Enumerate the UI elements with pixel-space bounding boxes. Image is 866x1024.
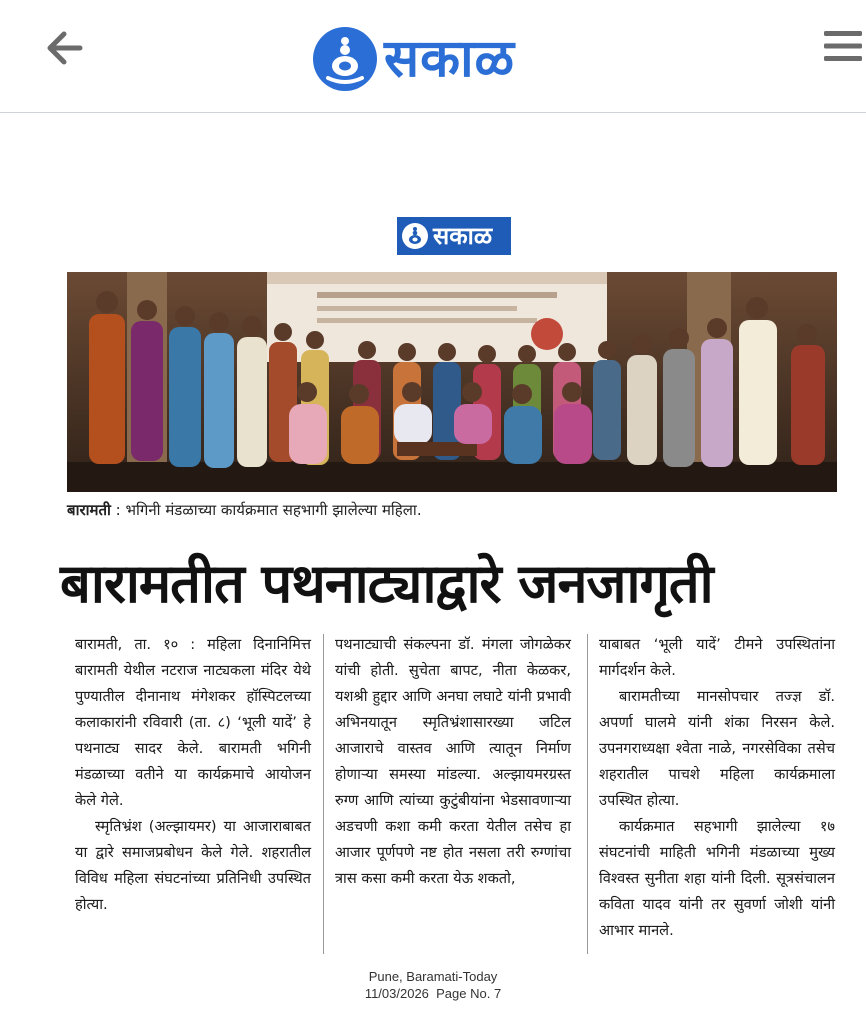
- brand-name: सकाळ: [384, 29, 516, 89]
- edition-name: Pune, Baramati-Today: [368, 969, 498, 984]
- article-headline: बारामतीत पथनाट्याद्वारे जनजागृती: [60, 551, 713, 615]
- article-column-2: [335, 632, 571, 892]
- back-button[interactable]: [44, 28, 84, 68]
- clipping-masthead: [397, 217, 511, 255]
- photo-caption: [67, 500, 837, 520]
- caption-text: : भगिनी मंडळाच्या कार्यक्रमात सहभागी झालेल्या महिला.: [110, 501, 422, 519]
- article-column-1: [75, 632, 311, 918]
- article-paragraph: बारामती, ता. १० : महिला दिनानिमित्त बारामती येथील नटराज नाट्यकला मंदिर येथे पुण्यातील दीनानाथ मंगेशकर हॉस्पिटलच्या कलाकारांनी रविवारी (ता. ८) ‘भूली यादें’ हे पथनाट्य सादर केले. बारामती भगिनी मंडळाच्या वतीने या कार्यक्रमाचे आयोजन केले गेले.: [75, 636, 311, 809]
- edition-date-page: 11/03/2026 Page No. 7: [364, 986, 502, 1001]
- article-paragraph: पथनाट्याची संकल्पना डॉ. मंगला जोगळेकर यांची होती. सुचेता बापट, नीता केळकर, यशश्री हुद्दार आणि अनघा लघाटे यांनी प्रभावी अभिनयातून स्मृतिभ्रंशासारख्या जटिल आजाराचे वास्तव आणि त्यातून निर्माण होणाऱ्या समस्या मांडल्या. अल्झायमरग्रस्त रुग्ण आणि त्यांच्या कुटुंबीयांना भेडसावणाऱ्या अडचणी कशा कमी करता येतील तसेच हा आजार पूर्णपणे नष्ट होत नसला तरी रुग्णांचा त्रास कसा कमी करता येऊ शकतो,: [335, 636, 571, 887]
- back-arrow-icon: [44, 28, 84, 68]
- article-body: [75, 632, 835, 962]
- hamburger-menu-icon: [822, 28, 864, 64]
- event-photo[interactable]: [67, 272, 837, 492]
- article-paragraph: स्मृतिभ्रंश (अल्झायमर) या आजाराबाबत या द्वारे समाजप्रबोधन केले गेले. शहरातील विविध महिला संघटनांच्या प्रतिनिधी उपस्थित होत्या.: [75, 818, 311, 913]
- app-header: [0, 0, 866, 113]
- group-photo-image: [67, 272, 837, 492]
- article-paragraph: कार्यक्रमात सहभागी झालेल्या १७ संघटनांची माहिती भगिनी मंडळाच्या मुख्य विश्वस्त सुनीता शहा यांनी दिली. सूत्रसंचालन कविता यादव यांनी तर सुवर्णा जोशी यांनी आभार मानले.: [599, 818, 835, 939]
- sakal-logo-icon: [312, 26, 378, 92]
- clipping-masthead-name: सकाळ: [433, 222, 493, 250]
- sakal-mini-logo-icon: [401, 222, 429, 250]
- edition-footer: [0, 968, 866, 1002]
- column-divider: [323, 634, 324, 954]
- column-divider: [587, 634, 588, 954]
- article-column-3: [599, 632, 835, 944]
- brand-logo-link[interactable]: [312, 24, 515, 94]
- article-paragraph: बारामतीच्या मानसोपचार तज्ज्ञ डॉ. अपर्णा घालमे यांनी शंका निरसन केले. उपनगराध्यक्षा श्वेता नाळे, नगरसेविका तसेच शहरातील पाचशे महिला कार्यक्रमाला उपस्थित होत्या.: [599, 688, 835, 809]
- article-paragraph: याबाबत ‘भूली यादें’ टीमने उपस्थितांना मार्गदर्शन केले.: [599, 636, 835, 679]
- menu-button[interactable]: [822, 28, 864, 64]
- caption-place: बारामती: [67, 501, 111, 519]
